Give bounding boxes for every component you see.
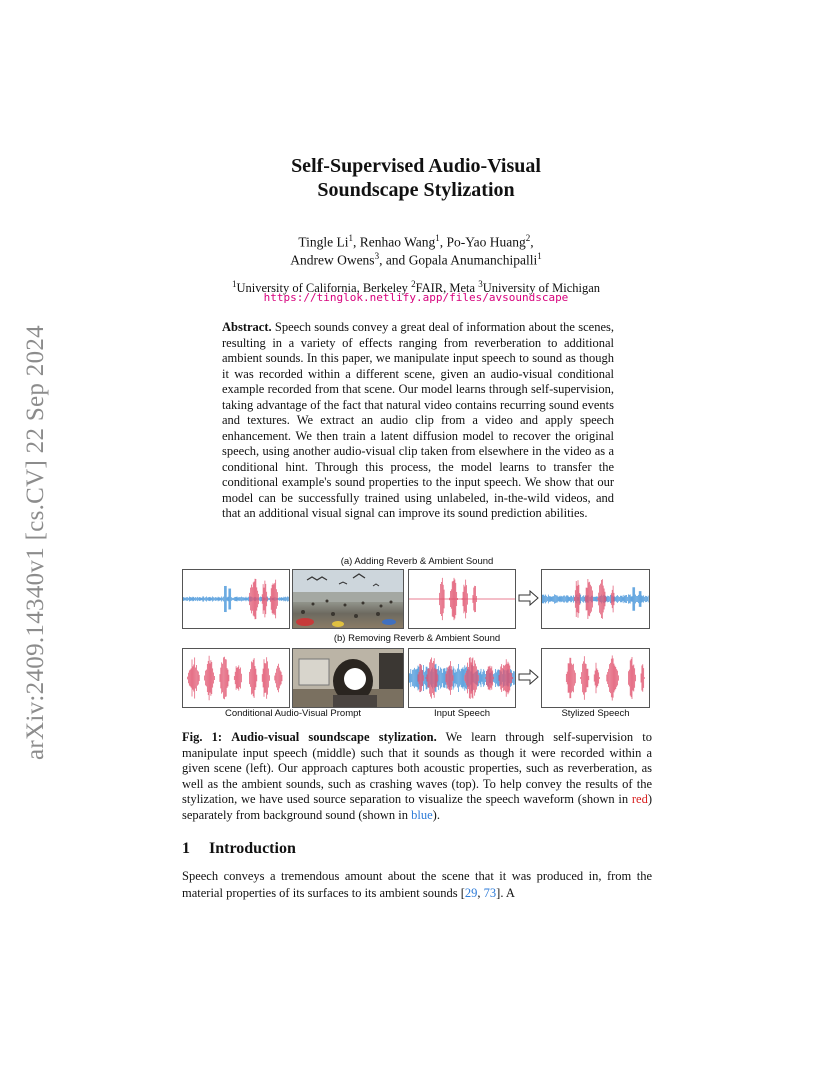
affil-mark: 2 (411, 279, 416, 289)
waveform-plot (183, 649, 289, 707)
room-scene-image (292, 648, 404, 708)
waveform-panel-input-b (408, 648, 516, 708)
figure-heading-a: (a) Adding Reverb & Ambient Sound (340, 556, 494, 567)
waveform-plot (409, 649, 515, 707)
waveform-plot (542, 570, 649, 628)
affil-mark: 1 (231, 279, 237, 289)
waveform-panel-output-b (541, 648, 650, 708)
figure-caption-title: Audio-visual soundscape stylization. (231, 730, 437, 744)
figure-caption (182, 730, 652, 823)
authors-line2: Andrew Owens$^3$, and Gopala Anumanchipalli$^1$ (290, 251, 542, 268)
figure-label: Fig. 1: (182, 730, 223, 744)
caption-blue-word: blue (411, 807, 433, 822)
caption-text: ). (432, 807, 440, 822)
waveform-plot (183, 570, 289, 628)
author-name: Po-Yao Huang (446, 234, 526, 250)
author-name: Gopala Anumanchipalli (408, 252, 538, 268)
author-aff: 1 (435, 233, 440, 243)
paper-title-line1: Self-Supervised Audio-Visual (291, 155, 541, 177)
author-name: Tingle Li (298, 234, 349, 250)
waveform-panel-prompt-b (182, 648, 290, 708)
caption-text: We learn through self-supervision to manipulate input speech (middle) such that it sounds as though it were recorded within a given scene (left). Our approach captures both acoustic properties, such as reverberation, as well as the ambient sounds, such as crashing waves (top). To help convey the results of the stylization, we have used source separation to visualize the speech waveform (shown in (182, 730, 652, 806)
label-input-speech: Input Speech (434, 708, 490, 719)
figure-heading-b: (b) Removing Reverb & Ambient Sound (333, 633, 501, 644)
citation-link[interactable]: 29 (464, 886, 478, 900)
abstract-label: Abstract. (222, 320, 272, 334)
affil-name: University of Michigan (482, 281, 601, 296)
arrow-right-icon (518, 590, 540, 606)
arxiv-stamp-text: arXiv:2409.14340v1 [cs.CV] 22 Sep 2024 (22, 325, 49, 760)
section-heading (182, 840, 296, 858)
author-aff: 2 (525, 233, 531, 243)
intro-paragraph (182, 868, 652, 902)
waveform-panel-output-a (541, 569, 650, 629)
abstract-text: Speech sounds convey a great deal of information about the scenes, resulting in a variety of effects ranging from reverberation to additional ambient sounds. In this paper, we manipulate input speech to sound as though it was recorded within a different scene, given an audio-visual conditional example recorded from that scene. Our model learns through self-supervision, taking advantage of the fact that natural video contains recurring sound events and textures. We extract an audio clip from a video and apply speech enhancement. We then train a latent diffusion model to recover the original speech, using another audio-visual clip taken from elsewhere in the video as a conditional hint. Through this process, the model learns to transfer the conditional example's sound properties to the input speech. We show that our model can be successfully trained using unlabeled, in-the-wild videos, and that an additional visual signal can improve its sound prediction abilities. (222, 320, 614, 520)
affil-name: FAIR, Meta (415, 281, 476, 296)
project-url[interactable]: https://tinglok.netlify.app/files/avsoundscape (263, 291, 569, 304)
beach-scene-illustration (293, 570, 403, 628)
label-conditional-prompt: Conditional Audio-Visual Prompt (224, 708, 362, 719)
intro-text: Speech conveys a tremendous amount about the scene that it was produced in, from the material properties of its surfaces to its ambient sounds [ (182, 869, 652, 900)
affil-name: University of California, Berkeley (236, 281, 408, 296)
author-aff: 1 (537, 251, 542, 261)
arxiv-stamp (23, 290, 49, 760)
abstract (222, 320, 614, 522)
waveform-plot (542, 649, 649, 707)
intro-text: ]. A (496, 886, 515, 900)
waveform-panel-input-a (408, 569, 516, 629)
waveform-panel-prompt-a (182, 569, 290, 629)
affil-mark: 3 (478, 279, 483, 289)
arrow-right-icon (518, 669, 540, 685)
intro-sep: , (477, 886, 484, 900)
authors-line1: Tingle Li$^1$, Renhao Wang$^1$, Po-Yao Huang$^2$, (298, 233, 534, 250)
label-stylized-speech: Stylized Speech (561, 708, 630, 719)
section-number: 1 (182, 840, 190, 857)
paper-title-line2: Soundscape Stylization (317, 179, 515, 201)
section-title: Introduction (209, 840, 296, 857)
author-name: Andrew Owens (290, 252, 375, 268)
room-scene-illustration (293, 649, 403, 707)
caption-red-word: red (631, 792, 648, 806)
caption-text: ) separately from background sound (shown in (182, 792, 652, 822)
beach-scene-image (292, 569, 404, 629)
waveform-plot (409, 570, 515, 628)
citation-link[interactable]: 73 (483, 886, 497, 900)
author-aff: 1 (348, 233, 353, 243)
author-name: Renhao Wang (359, 234, 436, 250)
author-aff: 3 (374, 251, 380, 261)
